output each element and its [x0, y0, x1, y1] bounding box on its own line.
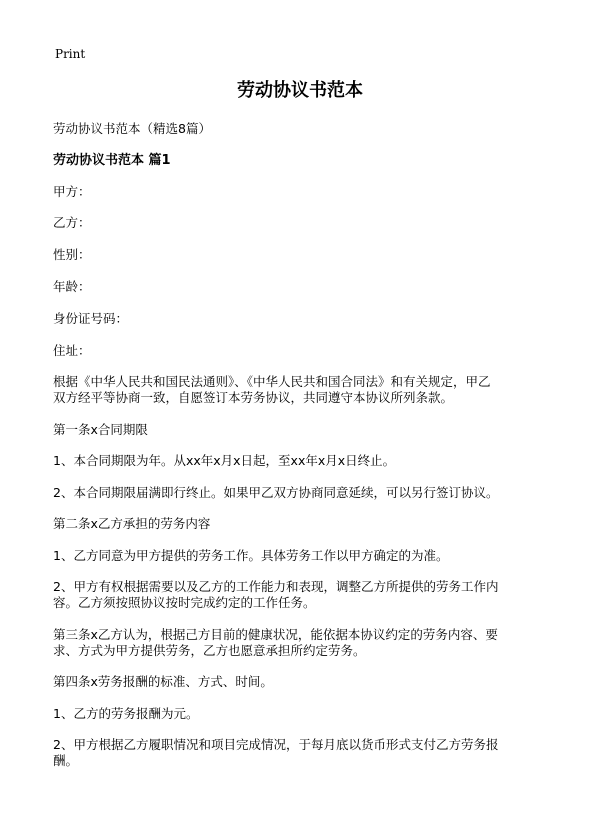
field-address: 住址：: [53, 343, 91, 358]
field-gender: 性别：: [53, 247, 91, 262]
article-2-item-1: 1、乙方同意为甲方提供的劳务工作。具体劳务工作以甲方确定的为准。: [53, 548, 449, 563]
article-1-item-2: 2、本合同期限届满即行终止。如果甲乙双方协商同意延续，可以另行签订协议。: [53, 485, 499, 500]
field-age: 年龄：: [53, 279, 91, 294]
intro-line-2: 双方经平等协商一致，自愿签订本劳务协议，共同遵守本协议所列条款。: [53, 390, 454, 405]
page-title: 劳动协议书范本: [237, 80, 363, 101]
print-link[interactable]: Print: [55, 47, 86, 61]
article-4-heading: 第四条x劳务报酬的标准、方式、时间。: [53, 674, 273, 689]
field-id-number: 身份证号码：: [53, 311, 129, 326]
document-subtitle: 劳动协议书范本（精选8篇）: [53, 121, 211, 136]
article-1-heading: 第一条x合同期限: [53, 422, 148, 437]
article-3-line-2: 求、方式为甲方提供劳务，乙方也愿意承担所约定劳务。: [53, 643, 366, 658]
article-2-heading: 第二条x乙方承担的劳务内容: [53, 516, 211, 531]
article-4-item-1: 1、乙方的劳务报酬为元。: [53, 706, 199, 721]
section-heading: 劳动协议书范本 篇1: [53, 153, 171, 168]
article-1-item-1: 1、本合同期限为年。从xx年x月x日起，至xx年x月x日终止。: [53, 453, 396, 468]
article-3-line-1: 第三条x乙方认为，根据己方目前的健康状况，能依据本协议约定的劳务内容、要: [53, 627, 498, 642]
field-party-a: 甲方：: [53, 184, 91, 199]
article-2-item-2-line-2: 容。乙方须按照协议按时完成约定的工作任务。: [53, 595, 316, 610]
field-party-b: 乙方：: [53, 215, 91, 230]
article-4-item-2-line-2: 酬。: [53, 753, 79, 768]
article-2-item-2-line-1: 2、甲方有权根据需要以及乙方的工作能力和表现，调整乙方所提供的劳务工作内: [53, 579, 499, 594]
intro-line-1: 根据《中华人民共和国民法通则》、《中华人民共和国合同法》和有关规定，甲乙: [53, 374, 491, 389]
article-4-item-2-line-1: 2、甲方根据乙方履职情况和项目完成情况，于每月底以货币形式支付乙方劳务报: [53, 737, 499, 752]
